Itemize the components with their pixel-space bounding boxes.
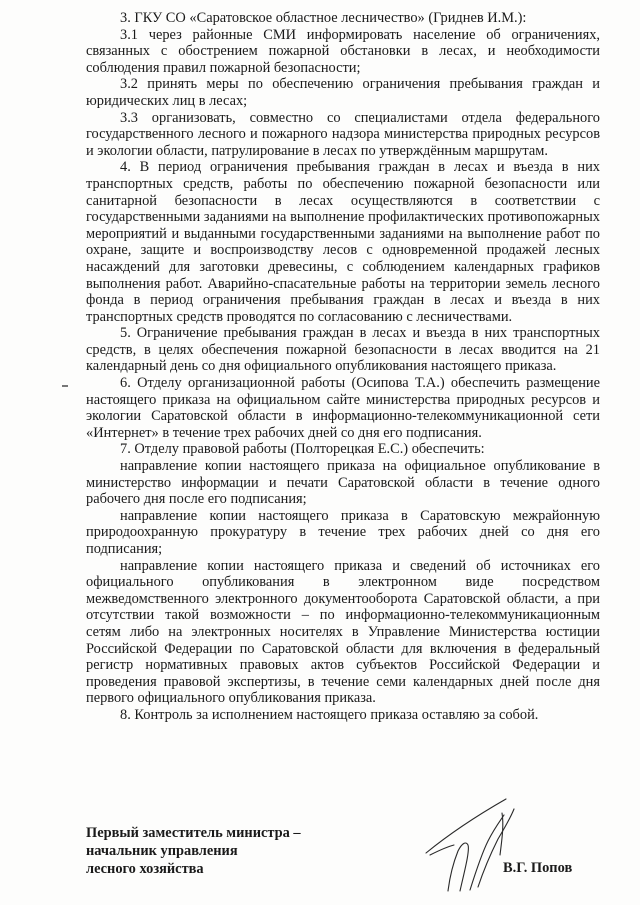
paragraph-6: 6. Отделу организационной работы (Осипова Т.А.) обеспечить размещение настоящего приказа на официальном сайте министерства природных ресурсов и экологии Саратовской области в информационно-телекоммуникационной сети «Интернет» в течение трех рабочих дней со дня его подписания. — [86, 375, 600, 441]
signatory-title-line-1: Первый заместитель министра – — [86, 825, 301, 841]
document-body — [86, 10, 600, 724]
paragraph-4: 4. В период ограничения пребывания граждан в лесах и въезда в них транспортных средств, работы по обеспечению пожарной безопасности или санитарной безопасности в лесах осуществляются в соответствии с государственными заданиями на выполнение профилактических противопожарных мероприятий и выданными государственными заданиями на выполнение работ по охране, защите и воспроизводству лесов с одновременной продажей лесных насаждений для заготовки древесины, с соблюдением календарных графиков выполнения работ. Аварийно-спасательные работы на территории земель лесного фонда в период ограничения пребывания граждан в лесах и въезда в них транспортных средств проводятся по согласованию с лесничествами. — [86, 159, 600, 325]
paragraph-7-item-2: направление копии настоящего приказа в Саратовскую межрайонную природоохранную прокуратуру в течение трех рабочих дней со дня его подписания; — [86, 507, 600, 557]
signatory-name: В.Г. Попов — [503, 860, 573, 876]
paragraph-3-3: 3.3 организовать, совместно со специалистами отдела федерального государственного лесного и пожарного надзора министерства природных ресурсов и экологии области, патрулирование в лесах по утверждённым маршрутам. — [86, 109, 600, 159]
paragraph-5: 5. Ограничение пребывания граждан в лесах и въезда в них транспортных средств, в целях обеспечения пожарной безопасности в лесах вводится на 21 календарный день со дня официального опубликования настоящего приказа. — [86, 325, 600, 375]
paragraph-7-item-1: направление копии настоящего приказа на официальное опубликование в министерство информации и печати Саратовской области в течение одного рабочего дня после его подписания; — [86, 458, 600, 508]
paragraph-3-1: 3.1 через районные СМИ информировать население об ограничениях, связанных с обострением пожарной обстановки в лесах, и необходимости соблюдения правил пожарной безопасности; — [86, 26, 600, 76]
margin-mark — [62, 385, 68, 387]
paragraph-3-2: 3.2 принять меры по обеспечению ограничения пребывания граждан и юридических лиц в лесах; — [86, 76, 600, 109]
paragraph-8: 8. Контроль за исполнением настоящего приказа оставляю за собой. — [120, 706, 539, 723]
paragraph-7-item-3: направление копии настоящего приказа и сведений об источниках его официального опубликования в электронном виде посредством межведомственного электронного документооборота Саратовской области, а при отсутствии такой возможности – по информационно-телекоммуникационным сетям либо на электронных носителях в Управление Министерства юстиции Российской Федерации по Саратовской области для включения в федеральный регистр нормативных правовых актов субъектов Российской Федерации и проведения правовой экспертизы, в течение семи календарных дней после дня первого официального опубликования приказа. — [86, 557, 600, 707]
signatory-title-line-3: лесного хозяйства — [86, 861, 204, 877]
paragraph-3: 3. ГКУ СО «Саратовское областное лесничество» (Гриднев И.М.): — [120, 10, 527, 26]
paragraph-7: 7. Отделу правовой работы (Полторецкая Е.С.) обеспечить: — [120, 441, 485, 458]
signatory-title-line-2: начальник управления — [86, 843, 238, 859]
signatory-title — [86, 824, 301, 878]
handwritten-signature — [418, 795, 548, 895]
